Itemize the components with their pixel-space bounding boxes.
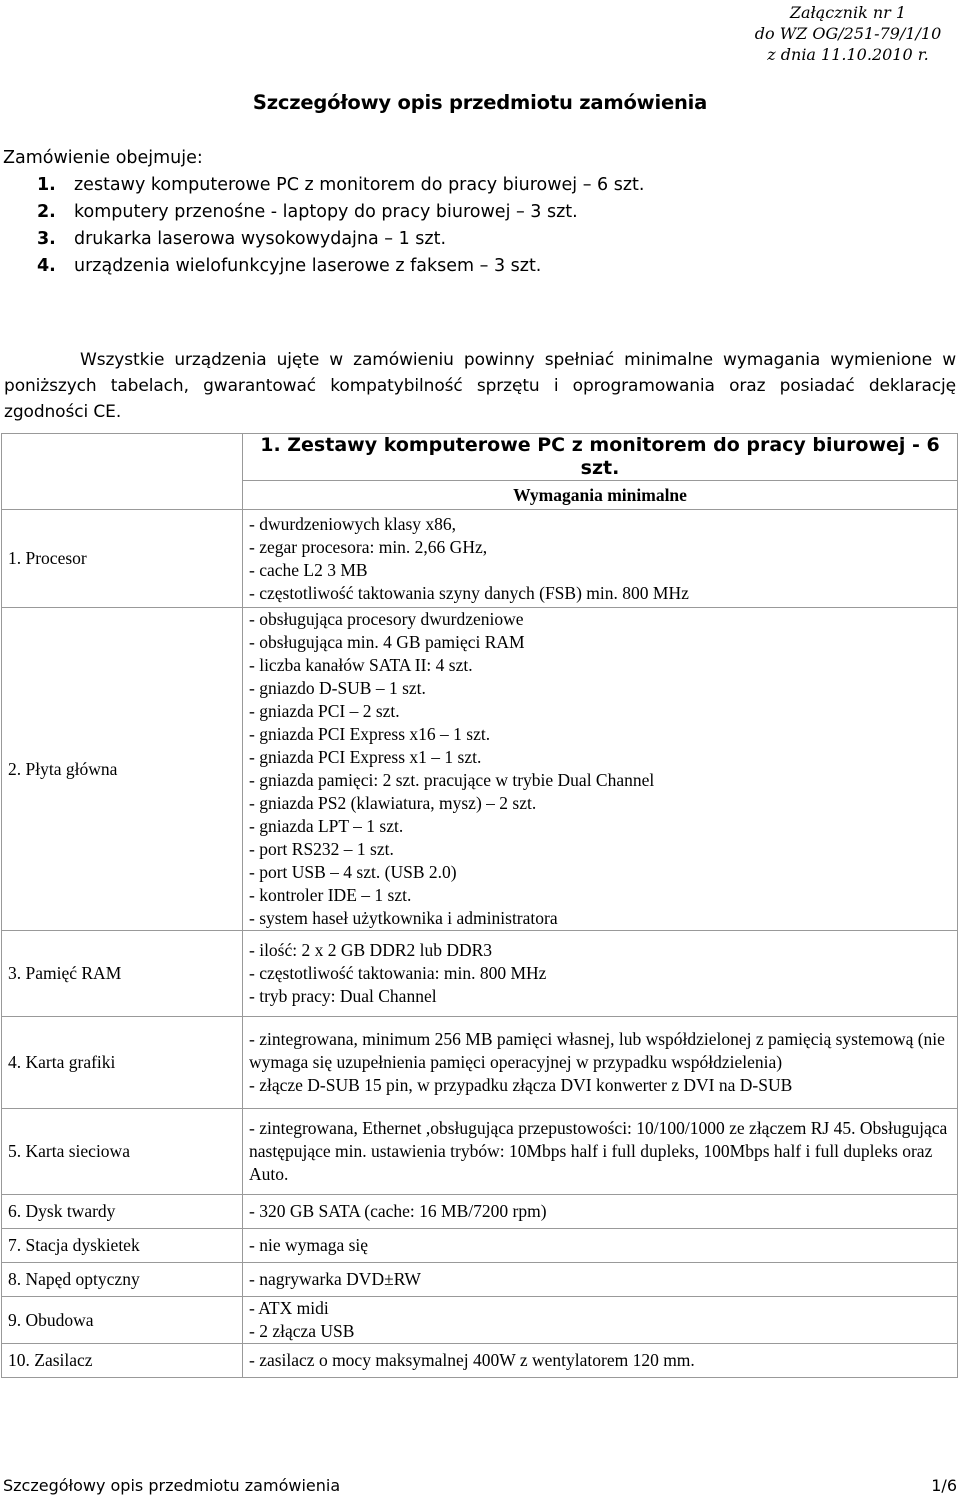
- requirement-line: - zasilacz o mocy maksymalnej 400W z wentylatorem 120 mm.: [249, 1350, 695, 1370]
- component-requirements: [243, 1297, 958, 1344]
- table-row: [2, 510, 958, 608]
- list-item: [3, 253, 953, 280]
- component-label: 8. Napęd optyczny: [2, 1263, 243, 1297]
- annex-line: do WZ OG/251-79/1/10: [754, 24, 942, 43]
- component-requirements: [243, 510, 958, 608]
- component-label: 5. Karta sieciowa: [2, 1109, 243, 1195]
- annex-header: [740, 2, 956, 65]
- component-requirements: [243, 1017, 958, 1109]
- requirement-line: - obsługująca procesory dwurdzeniowe: [249, 609, 524, 629]
- list-item-number: 4.: [37, 256, 56, 276]
- component-requirements: [243, 1195, 958, 1229]
- requirement-text: - zintegrowana, Ethernet ,obsługująca przepustowości: 10/100/1000 ze złączem RJ 45. Obsługująca następujące min. ustawienia trybów: 10Mbps half i full dupleks, 100Mbps half i full dupleks oraz Auto.: [249, 1118, 948, 1184]
- footer-title: Szczegółowy opis przedmiotu zamówienia: [3, 1476, 341, 1495]
- table-title-row: [2, 434, 958, 481]
- order-scope-list: [3, 172, 953, 280]
- requirement-line: - gniazda pamięci: 2 szt. pracujące w trybie Dual Channel: [249, 770, 655, 790]
- annex-line: Załącznik nr 1: [789, 3, 907, 22]
- requirement-line: - gniazda PS2 (klawiatura, mysz) – 2 szt.: [249, 793, 537, 813]
- requirement-line: - nie wymaga się: [249, 1235, 369, 1255]
- component-label: 6. Dysk twardy: [2, 1195, 243, 1229]
- requirement-line: - liczba kanałów SATA II: 4 szt.: [249, 655, 473, 675]
- list-item-text: drukarka laserowa wysokowydajna – 1 szt.: [74, 229, 447, 249]
- component-requirements: [243, 1109, 958, 1195]
- table-row: [2, 1195, 958, 1229]
- component-label: 4. Karta grafiki: [2, 1017, 243, 1109]
- requirements-paragraph: Wszystkie urządzenia ujęte w zamówieniu powinny spełniać minimalne wymagania wymienione w poniższych tabelach, gwarantować kompatybilność sprzętu i oprogramowania oraz posiadać deklarację zgodności CE.: [4, 350, 956, 422]
- order-scope: [3, 145, 953, 280]
- table-row: [2, 1229, 958, 1263]
- component-label: 7. Stacja dyskietek: [2, 1229, 243, 1263]
- order-scope-lead: Zamówienie obejmuje:: [3, 148, 203, 168]
- requirement-line: - gniazda PCI Express x16 – 1 szt.: [249, 724, 491, 744]
- list-item-text: komputery przenośne - laptopy do pracy biurowej – 3 szt.: [74, 202, 578, 222]
- component-label: 1. Procesor: [2, 510, 243, 608]
- requirement-line: - 320 GB SATA (cache: 16 MB/7200 rpm): [249, 1201, 547, 1221]
- list-item: [3, 199, 953, 226]
- list-item-text: zestawy komputerowe PC z monitorem do pracy biurowej – 6 szt.: [74, 175, 645, 195]
- table-row: [2, 608, 958, 931]
- list-item: [3, 226, 953, 253]
- requirement-line: - dwurdzeniowych klasy x86,: [249, 513, 457, 534]
- page-number: 1/6: [931, 1476, 957, 1495]
- page-footer: [3, 1475, 957, 1497]
- requirement-text: - zintegrowana, minimum 256 MB pamięci własnej, lub współdzielonej z pamięcią systemową (nie wymaga się uzupełnienia pamięci operacyjnej w przypadku współdzielenia): [249, 1029, 945, 1072]
- requirement-line: - gniazda PCI – 2 szt.: [249, 701, 400, 721]
- table-row: [2, 1263, 958, 1297]
- requirement-line: - system haseł użytkownika i administratora: [249, 908, 558, 928]
- requirement-line: - gniazda LPT – 1 szt.: [249, 816, 404, 836]
- requirement-line: - złącze D-SUB 15 pin, w przypadku złącza DVI konwerter z DVI na D-SUB: [249, 1075, 793, 1095]
- requirement-line: - port USB – 4 szt. (USB 2.0): [249, 862, 457, 882]
- table-row: [2, 1109, 958, 1195]
- component-requirements: [243, 1344, 958, 1378]
- table-corner-cell: [2, 434, 243, 510]
- table-row: [2, 1017, 958, 1109]
- annex-line: z dnia 11.10.2010 r.: [767, 45, 929, 64]
- list-item-text: urządzenia wielofunkcyjne laserowe z faksem – 3 szt.: [74, 256, 542, 276]
- component-requirements: [243, 1263, 958, 1297]
- list-item-number: 3.: [37, 229, 56, 249]
- component-label: 10. Zasilacz: [2, 1344, 243, 1378]
- component-requirements: [243, 608, 958, 931]
- requirement-line: - ATX midi: [249, 1298, 329, 1318]
- list-item: [3, 172, 953, 199]
- requirement-line: - obsługująca min. 4 GB pamięci RAM: [249, 632, 525, 652]
- document-title: Szczegółowy opis przedmiotu zamówienia: [252, 91, 708, 114]
- component-label: 9. Obudowa: [2, 1297, 243, 1344]
- table-title: 1. Zestawy komputerowe PC z monitorem do pracy biurowej - 6 szt.: [243, 434, 958, 481]
- requirement-line: - kontroler IDE – 1 szt.: [249, 885, 412, 905]
- requirement-line: - nagrywarka DVD±RW: [249, 1269, 421, 1289]
- requirement-line: - 2 złącza USB: [249, 1321, 355, 1341]
- component-requirements: [243, 931, 958, 1017]
- requirement-line: - częstotliwość taktowania szyny danych (FSB) min. 800 MHz: [249, 582, 689, 603]
- requirement-line: - zegar procesora: min. 2,66 GHz,: [249, 536, 488, 557]
- requirement-line: - port RS232 – 1 szt.: [249, 839, 394, 859]
- list-item-number: 2.: [37, 202, 56, 222]
- requirement-line: - częstotliwość taktowania: min. 800 MHz: [249, 963, 547, 983]
- requirement-line: - tryb pracy: Dual Channel: [249, 986, 437, 1006]
- requirement-line: - ilość: 2 x 2 GB DDR2 lub DDR3: [249, 940, 493, 960]
- requirement-line: - gniazdo D-SUB – 1 szt.: [249, 678, 426, 698]
- requirement-line: - gniazda PCI Express x1 – 1 szt.: [249, 747, 482, 767]
- table-row: [2, 931, 958, 1017]
- component-label: 2. Płyta główna: [2, 608, 243, 931]
- spec-table: [1, 433, 958, 1378]
- column-header: Wymagania minimalne: [243, 481, 958, 510]
- component-requirements: [243, 1229, 958, 1263]
- table-row: [2, 1344, 958, 1378]
- component-label: 3. Pamięć RAM: [2, 931, 243, 1017]
- table-row: [2, 1297, 958, 1344]
- requirement-line: - cache L2 3 MB: [249, 559, 368, 580]
- list-item-number: 1.: [37, 175, 56, 195]
